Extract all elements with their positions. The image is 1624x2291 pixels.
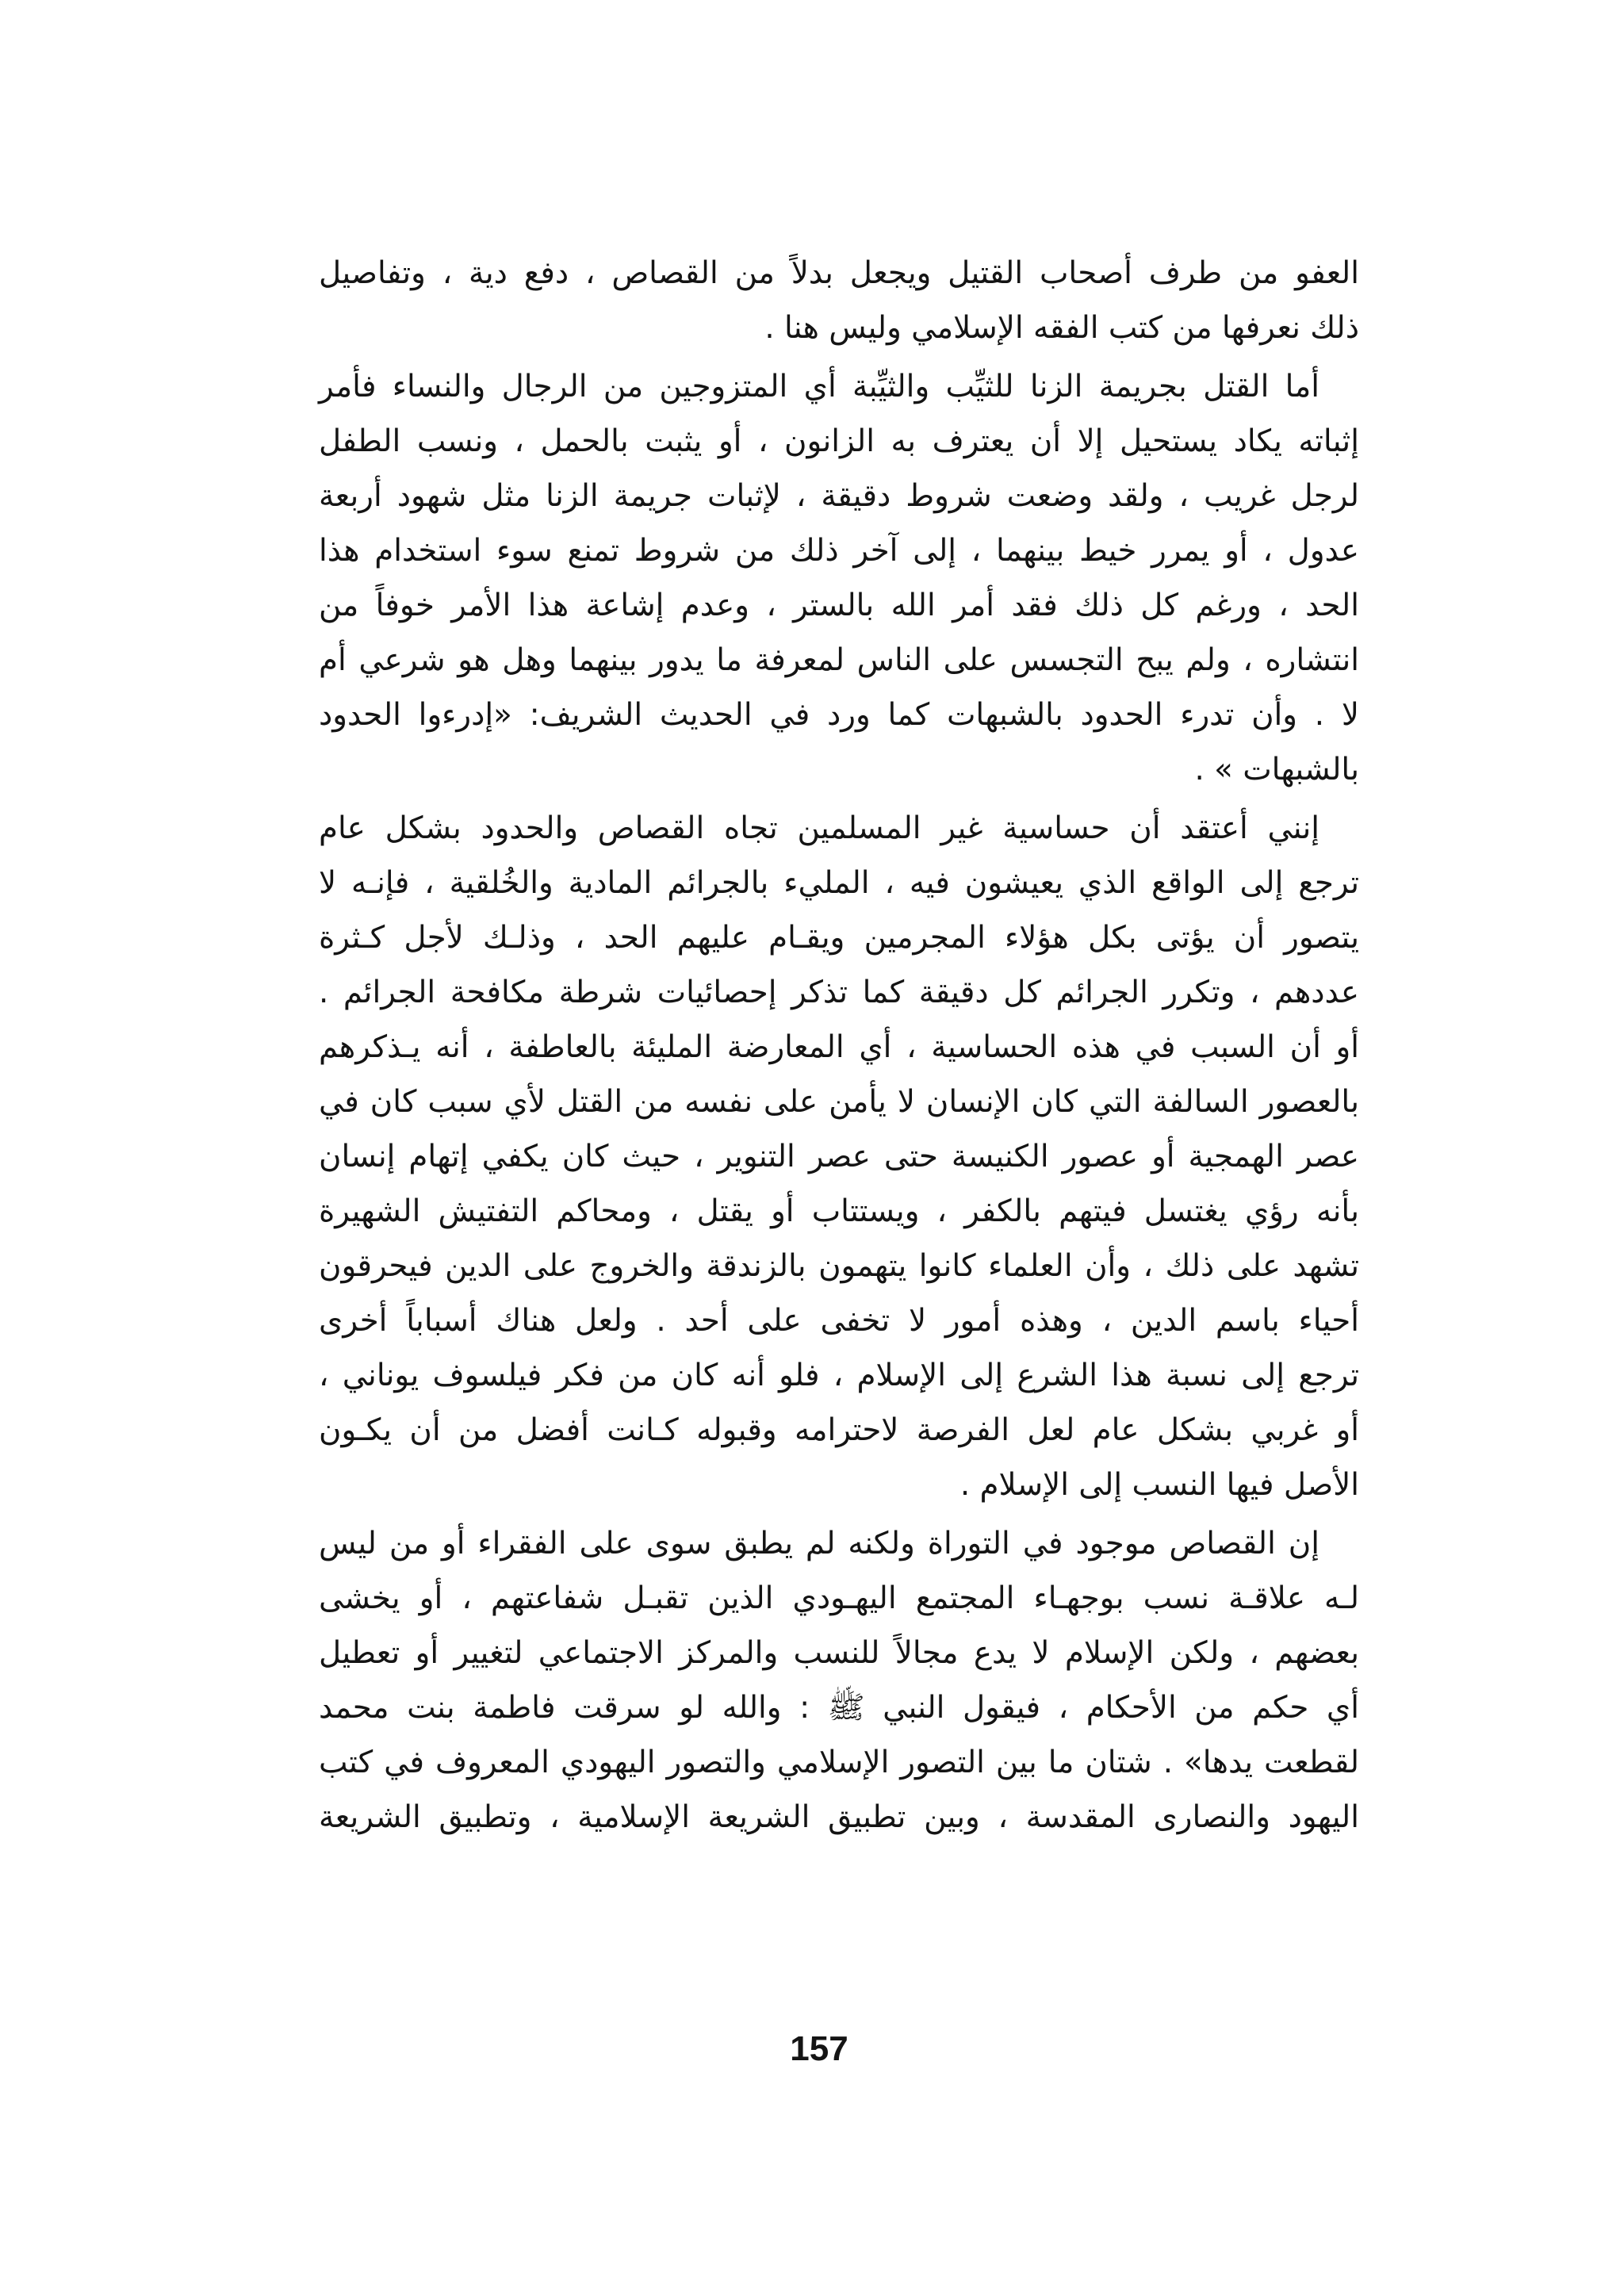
paragraph (319, 246, 1359, 355)
text-line: انتشاره ، ولم يبح التجسس على الناس لمعرفة ما يدور بينهما وهل هو شرعي أم (319, 642, 1359, 678)
text-line: أو أن السبب في هذه الحساسية ، أي المعارضة المليئة بالعاطفة ، أنه يـذكرهم (319, 1029, 1359, 1065)
text-line: بعضهم ، ولكن الإسلام لا يدع مجالاً للنسب والمركز الاجتماعي لتغيير أو تعطيل (319, 1635, 1359, 1671)
page-text (319, 246, 1359, 1845)
text-line: إن القصاص موجود في التوراة ولكنه لم يطبق سوى على الفقراء أو من ليس (319, 1526, 1320, 1561)
text-line: عدول ، أو يمرر خيط بينهما ، إلى آخر ذلك من شروط تمنع سوء استخدام هذا (319, 533, 1359, 569)
text-line: الأصل فيها النسب إلى الإسلام . (959, 1467, 1359, 1503)
paragraph (319, 1516, 1359, 1845)
text-line: أما القتل بجريمة الزنا للثيِّب والثيِّبة أي المتزوجين من الرجال والنساء فأمر (319, 369, 1320, 404)
text-line: العفو من طرف أصحاب القتيل ويجعل بدلاً من القصاص ، دفع دية ، وتفاصيل (319, 255, 1359, 291)
text-line: لرجل غريب ، ولقد وضعت شروط دقيقة ، لإثبات جريمة الزنا مثل شهود أربعة (319, 478, 1359, 514)
text-line: يتصور أن يؤتى بكل هؤلاء المجرمين ويقـام عليهم الحد ، وذلـك لأجل كـثرة (319, 920, 1359, 956)
text-line: بأنه رؤي يغتسل فيتهم بالكفر ، ويستتاب أو يقتل ، ومحاكم التفتيش الشهيرة (319, 1193, 1359, 1229)
text-line: عددهم ، وتكرر الجرائم كل دقيقة كما تذكر إحصائيات شرطة مكافحة الجرائم . (319, 975, 1359, 1010)
text-line: إنني أعتقد أن حساسية غير المسلمين تجاه القصاص والحدود بشكل عام (319, 810, 1320, 846)
page-number: 157 (790, 2029, 848, 2068)
text-line: اليهود والنصارى المقدسة ، وبين تطبيق الشريعة الإسلامية ، وتطبيق الشريعة (319, 1799, 1359, 1835)
text-line: أحياء باسم الدين ، وهذه أمور لا تخفى على أحد . ولعل هناك أسباباً أخرى (319, 1303, 1359, 1339)
text-line: عصر الهمجية أو عصور الكنيسة حتى عصر التنوير ، حيث كان يكفي إتهام إنسان (319, 1139, 1359, 1174)
text-line: الحد ، ورغم كل ذلك فقد أمر الله بالستر ، وعدم إشاعة هذا الأمر خوفاً من (319, 588, 1359, 623)
text-line: أو غربي بشكل عام لعل الفرصة لاحترامه وقبوله كـانت أفضل من أن يكـون (319, 1412, 1359, 1448)
text-line: أي حكم من الأحكام ، فيقول النبي ﷺ : والله لو سرقت فاطمة بنت محمد (319, 1690, 1359, 1726)
text-line: ترجع إلى الواقع الذي يعيشون فيه ، المليء بالجرائم المادية والخُلقية ، فإنـه لا (319, 865, 1359, 901)
paragraph (319, 359, 1359, 797)
text-line: تشهد على ذلك ، وأن العلماء كانوا يتهمون بالزندقة والخروج على الدين فيحرقون (319, 1248, 1359, 1284)
text-line: لقطعت يدها» . شتان ما بين التصور الإسلامي والتصور اليهودي المعروف في كتب (319, 1745, 1359, 1780)
text-line: إثباته يكاد يستحيل إلا أن يعترف به الزانون ، أو يثبت بالحمل ، ونسب الطفل (319, 423, 1359, 459)
text-line: لا . وأن تدرء الحدود بالشبهات كما ورد في الحديث الشريف: «إدرءوا الحدود (319, 697, 1359, 733)
paragraph (319, 801, 1359, 1512)
text-line: ذلك نعرفها من كتب الفقه الإسلامي وليس هنا . (764, 310, 1359, 346)
text-line: ترجع إلى نسبة هذا الشرع إلى الإسلام ، فلو أنه كان من فكر فيلسوف يوناني ، (319, 1358, 1359, 1393)
text-line: بالعصور السالفة التي كان الإنسان لا يأمن على نفسه من القتل لأي سبب كان في (319, 1084, 1359, 1120)
text-line: بالشبهات » . (1194, 752, 1359, 787)
text-line: لـه علاقـة نسب بوجهـاء المجتمع اليهـودي الذين تقبـل شفاعتهم ، أو يخشى (319, 1580, 1359, 1616)
